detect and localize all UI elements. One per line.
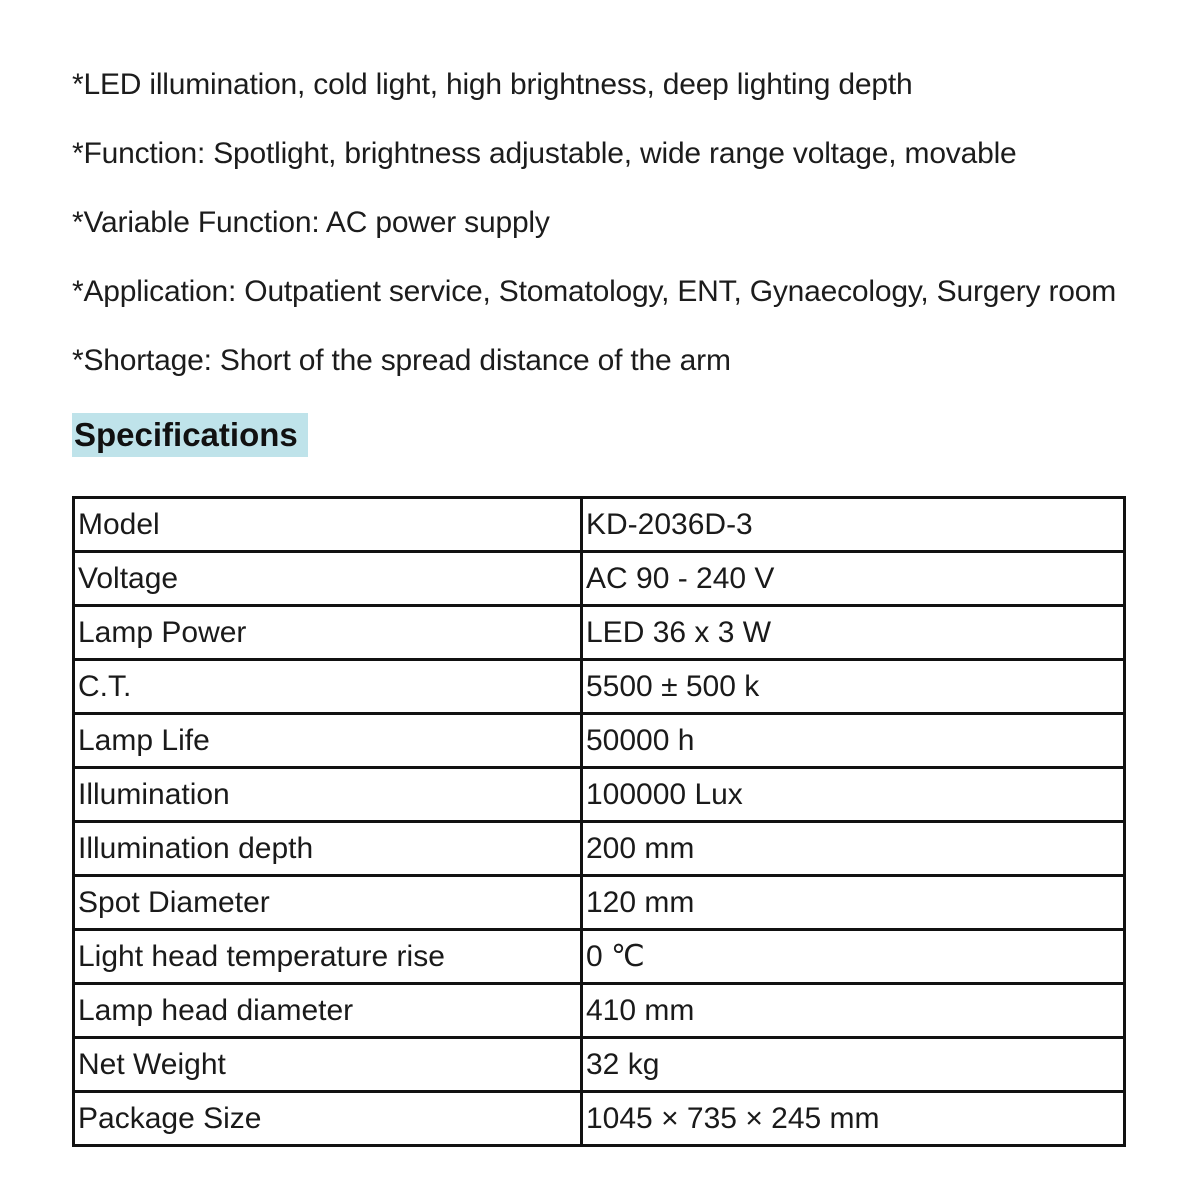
table-row	[74, 498, 1125, 552]
table-row	[74, 768, 1125, 822]
table-row	[74, 714, 1125, 768]
table-row	[74, 660, 1125, 714]
table-row	[74, 822, 1125, 876]
spec-label: Model	[74, 498, 582, 552]
spec-value: AC 90 - 240 V	[582, 552, 1125, 606]
spec-label: Spot Diameter	[74, 876, 582, 930]
spec-value: KD-2036D-3	[582, 498, 1125, 552]
specifications-table	[72, 496, 1126, 1147]
spec-value: 410 mm	[582, 984, 1125, 1038]
table-row	[74, 1038, 1125, 1092]
spec-label: Lamp Life	[74, 714, 582, 768]
spec-value: 0 ℃	[582, 930, 1125, 984]
spec-value: 1045 × 735 × 245 mm	[582, 1092, 1125, 1146]
table-row	[74, 876, 1125, 930]
spec-value: LED 36 x 3 W	[582, 606, 1125, 660]
feature-item: *Variable Function: AC power supply	[72, 206, 550, 239]
spec-value: 200 mm	[582, 822, 1125, 876]
spec-label: Package Size	[74, 1092, 582, 1146]
feature-item: *Application: Outpatient service, Stomatology, ENT, Gynaecology, Surgery room	[72, 275, 1116, 308]
feature-item: *LED illumination, cold light, high brightness, deep lighting depth	[72, 68, 913, 101]
spec-label: Lamp head diameter	[74, 984, 582, 1038]
spec-label: Illumination	[74, 768, 582, 822]
spec-label: Voltage	[74, 552, 582, 606]
feature-item: *Shortage: Short of the spread distance of the arm	[72, 344, 731, 377]
spec-value: 32 kg	[582, 1038, 1125, 1092]
table-row	[74, 606, 1125, 660]
spec-label: Illumination depth	[74, 822, 582, 876]
table-row	[74, 930, 1125, 984]
spec-value: 5500 ± 500 k	[582, 660, 1125, 714]
spec-label: Light head temperature rise	[74, 930, 582, 984]
spec-value: 100000 Lux	[582, 768, 1125, 822]
table-row	[74, 1092, 1125, 1146]
spec-label: Net Weight	[74, 1038, 582, 1092]
spec-value: 50000 h	[582, 714, 1125, 768]
feature-list	[72, 50, 1172, 395]
spec-label: Lamp Power	[74, 606, 582, 660]
specifications-heading-block	[72, 413, 308, 457]
specifications-heading: Specifications	[72, 413, 308, 457]
spec-value: 120 mm	[582, 876, 1125, 930]
table-row	[74, 984, 1125, 1038]
feature-item: *Function: Spotlight, brightness adjustable, wide range voltage, movable	[72, 137, 1017, 170]
table-row	[74, 552, 1125, 606]
spec-label: C.T.	[74, 660, 582, 714]
